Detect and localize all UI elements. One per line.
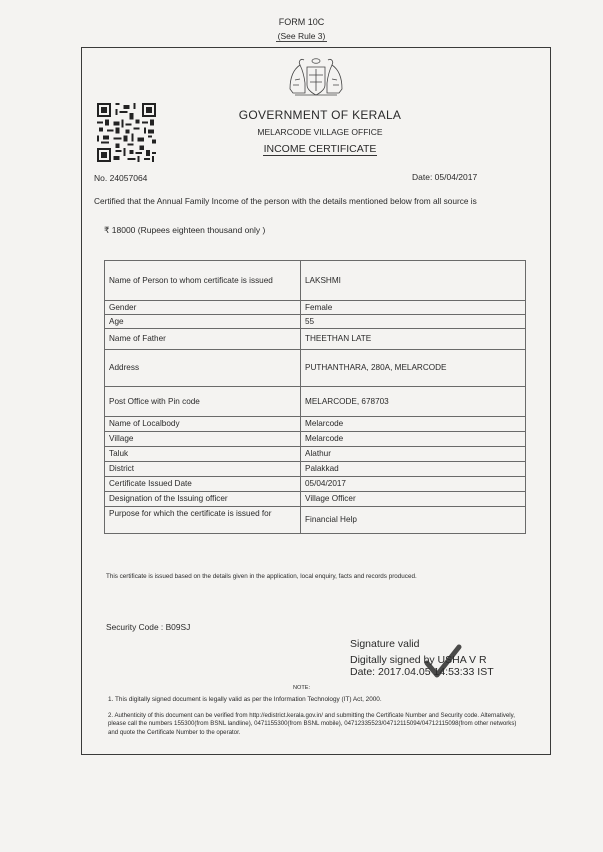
row-value: Palakkad bbox=[301, 462, 526, 477]
row-value: Melarcode bbox=[301, 432, 526, 447]
row-value: PUTHANTHARA, 280A, MELARCODE bbox=[301, 350, 526, 387]
row-label: Address bbox=[105, 350, 301, 387]
see-rule-text: (See Rule 3) bbox=[277, 31, 326, 41]
government-heading: GOVERNMENT OF KERALA bbox=[238, 108, 402, 122]
table-row bbox=[105, 417, 526, 432]
row-label: Name of Localbody bbox=[105, 417, 301, 432]
row-value: Village Officer bbox=[301, 492, 526, 507]
source-note: This certificate is issued based on the details given in the application, local enquiry, facts and records produced. bbox=[106, 573, 417, 580]
security-code: Security Code : B09SJ bbox=[106, 622, 191, 632]
certificate-title-text: INCOME CERTIFICATE bbox=[263, 143, 377, 155]
table-row bbox=[105, 507, 526, 534]
note-1: 1. This digitally signed document is legally valid as per the Information Technology (IT) Act, 2000. bbox=[108, 696, 382, 703]
row-value: Alathur bbox=[301, 447, 526, 462]
row-label: Taluk bbox=[105, 447, 301, 462]
row-value: Female bbox=[301, 301, 526, 315]
certificate-date: Date: 05/04/2017 bbox=[412, 172, 478, 182]
row-label: Post Office with Pin code bbox=[105, 387, 301, 417]
details-table bbox=[104, 260, 526, 534]
row-label: Village bbox=[105, 432, 301, 447]
table-row bbox=[105, 492, 526, 507]
row-value: Melarcode bbox=[301, 417, 526, 432]
kerala-emblem-icon bbox=[285, 55, 347, 99]
row-value: LAKSHMI bbox=[301, 261, 526, 301]
table-row bbox=[105, 462, 526, 477]
certificate-number: No. 24057064 bbox=[94, 173, 148, 183]
signature-check-icon bbox=[424, 643, 462, 679]
row-label: District bbox=[105, 462, 301, 477]
row-value: Financial Help bbox=[301, 507, 526, 534]
note-2: 2. Authenticity of this document can be verified from http://edistrict.kerala.gov.in/ and submitting the Certificate Number and Security code. Alternatively, please call the numbers 155300(from BSNL landline), 0471155300(from BSNL mobile), 04712335523/04712115094/04712115098(from other networks) and quote the Certificate Number to the operator. bbox=[108, 712, 517, 736]
see-rule bbox=[0, 31, 603, 41]
table-row bbox=[105, 447, 526, 462]
table-row bbox=[105, 432, 526, 447]
note-heading: NOTE: bbox=[292, 685, 311, 691]
row-label: Purpose for which the certificate is issued for bbox=[105, 507, 301, 534]
table-row bbox=[105, 261, 526, 301]
row-value: 05/04/2017 bbox=[301, 477, 526, 492]
signed-by: Digitally signed by USHA V R bbox=[350, 654, 487, 666]
certification-statement: Certified that the Annual Family Income of the person with the details mentioned below from all source is bbox=[94, 196, 477, 206]
row-label: Name of Person to whom certificate is issued bbox=[105, 261, 301, 301]
table-row bbox=[105, 301, 526, 315]
income-amount: ₹ 18000 (Rupees eighteen thousand only ) bbox=[104, 225, 266, 235]
table-row bbox=[105, 387, 526, 417]
certificate-title bbox=[205, 143, 435, 155]
office-name: MELARCODE VILLAGE OFFICE bbox=[257, 127, 383, 137]
row-label: Age bbox=[105, 315, 301, 329]
qr-code bbox=[97, 103, 156, 162]
table-row bbox=[105, 329, 526, 350]
signature-valid: Signature valid bbox=[350, 638, 420, 650]
form-number: FORM 10C bbox=[278, 17, 325, 27]
table-row bbox=[105, 350, 526, 387]
row-label: Name of Father bbox=[105, 329, 301, 350]
table-row bbox=[105, 315, 526, 329]
row-label: Certificate Issued Date bbox=[105, 477, 301, 492]
row-value: 55 bbox=[301, 315, 526, 329]
signed-date: Date: 2017.04.05 14:53:33 IST bbox=[350, 666, 494, 678]
table-row bbox=[105, 477, 526, 492]
row-label: Designation of the Issuing officer bbox=[105, 492, 301, 507]
row-label: Gender bbox=[105, 301, 301, 315]
row-value: MELARCODE, 678703 bbox=[301, 387, 526, 417]
row-value: THEETHAN LATE bbox=[301, 329, 526, 350]
